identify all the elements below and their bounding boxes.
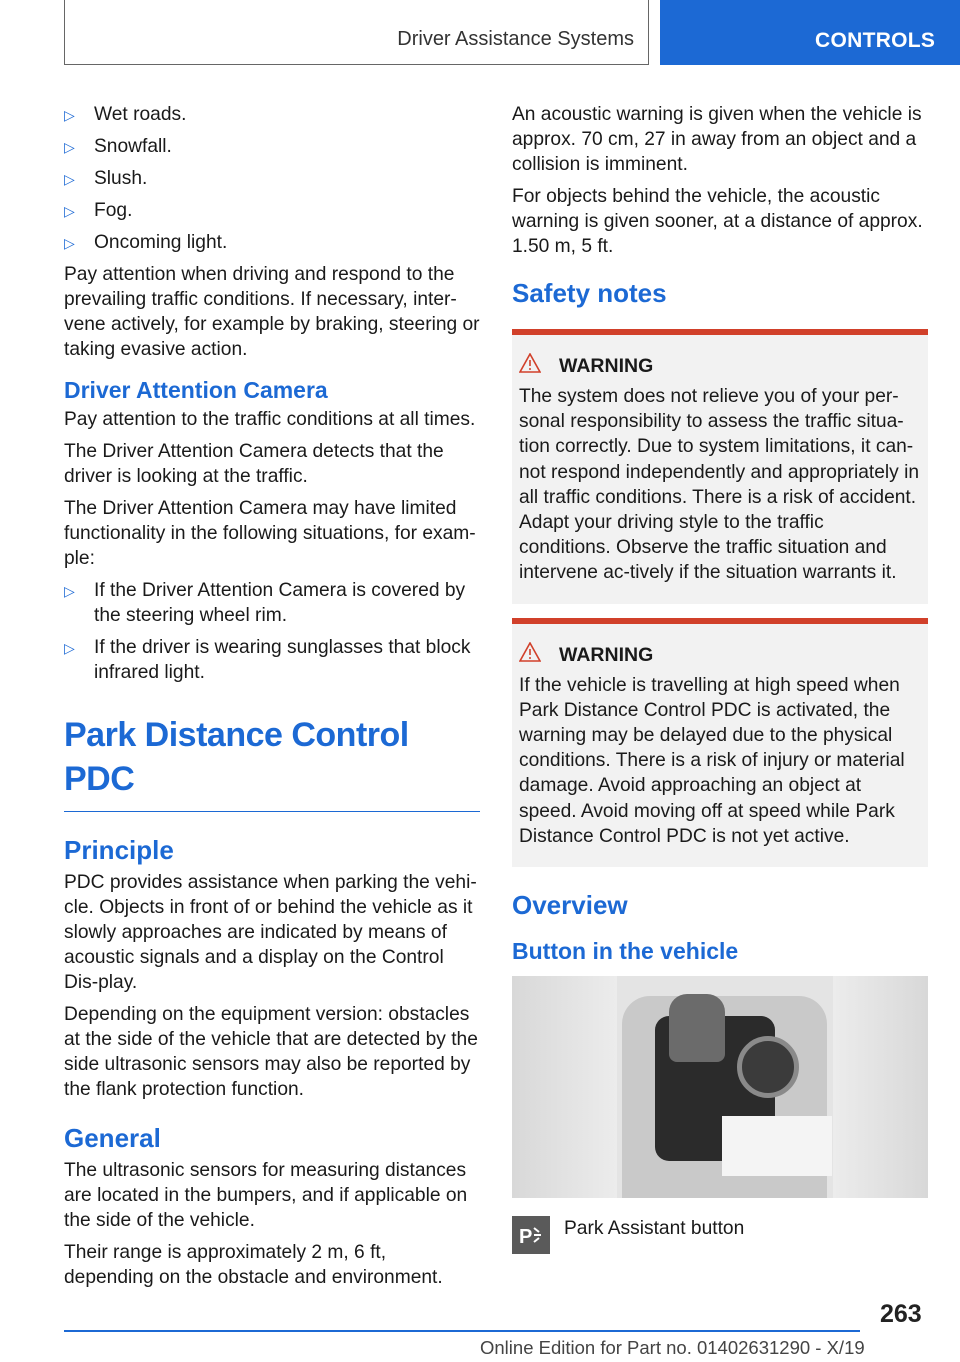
warning-triangle-icon	[519, 353, 559, 380]
list-item: ▷ If the driver is wearing sunglasses that block infrared light.	[64, 637, 471, 683]
warning-triangle-icon	[519, 642, 559, 669]
chapter-heading: Park Distance Control PDC	[64, 713, 480, 812]
warning-label: WARNING	[559, 643, 654, 666]
list-item: ▷ If the Driver Attention Camera is covered by the steering wheel rim.	[64, 580, 466, 626]
edition-text: Online Edition for Part no. 01402631290 - X/19	[480, 1337, 865, 1358]
list-item: ▷ Oncoming light.	[64, 230, 480, 255]
paragraph: The ultrasonic sensors for measuring distances are located in the bumpers, and if applicable on the side of the vehicle.	[64, 1160, 468, 1231]
footer-rule	[64, 1330, 860, 1332]
page-number: 263	[880, 1300, 922, 1328]
bullet-triangle-icon: ▷	[64, 235, 75, 251]
paragraph: Pay attention when driving and respond to the prevailing traffic conditions. If necessary, inter-vene actively, for example by braking, steering or taking evasive action.	[64, 264, 480, 360]
list-item: ▷ Snowfall.	[64, 134, 480, 159]
list-item: ▷ Fog.	[64, 198, 480, 223]
right-column	[512, 102, 928, 1254]
controller-knob-shape	[737, 1036, 799, 1098]
header-tab	[660, 0, 960, 65]
gear-selector-shape	[669, 994, 725, 1062]
svg-text:P: P	[519, 1226, 533, 1249]
section-heading: Safety notes	[512, 278, 667, 308]
center-console-photo	[512, 976, 928, 1198]
button-caption: Park Assistant button	[564, 1218, 745, 1240]
warning-box	[512, 618, 928, 867]
section-heading: Principle	[64, 835, 174, 865]
warning-label: WARNING	[559, 355, 654, 377]
header-section-title: Driver Assistance Systems	[397, 28, 634, 50]
header-tab-label: CONTROLS	[815, 29, 936, 52]
warning-text: If the vehicle is travelling at high speed when Park Distance Control PDC is activated, the warning may be delayed due to the physical conditions. There is a risk of injury or material damage. Avoid approaching an object at speed. Avoid moving off at speed while Park Distance Control PDC is not yet active.	[519, 674, 905, 847]
bullet-triangle-icon: ▷	[64, 203, 75, 219]
button-legend	[512, 1216, 928, 1254]
paragraph: Their range is approximately 2 m, 6 ft, depending on the obstacle and environment.	[64, 1242, 443, 1288]
warning-box	[512, 329, 928, 604]
header-section-box	[64, 0, 649, 65]
paragraph: An acoustic warning is given when the vehicle is approx. 70 cm, 27 in away from an object and a collision is imminent.	[512, 104, 922, 175]
paragraph: Pay attention to the traffic conditions at all times.	[64, 409, 476, 430]
park-assistant-icon	[512, 1216, 550, 1254]
bullet-triangle-icon: ▷	[64, 640, 75, 656]
section-heading: Driver Attention Camera	[64, 377, 328, 403]
paragraph: Depending on the equipment version: obstacles at the side of the vehicle that are detected by the side ultrasonic sensors may also be reported by the flank protection function.	[64, 1004, 478, 1100]
bullet-triangle-icon: ▷	[64, 139, 75, 155]
warning-text: The system does not relieve you of your per-sonal responsibility to assess the traffic situa-tion correctly. Due to system limitations, it can-not respond independently and appropriately in all traffic conditions. There is a risk of accident. Adapt your driving style to the traffic conditions. Observe the traffic situation and intervene ac-tively if the situation warrants it.	[519, 386, 920, 584]
bullet-triangle-icon: ▷	[64, 171, 75, 187]
list-item: ▷ Slush.	[64, 166, 480, 191]
list-item: ▷ Wet roads.	[64, 102, 480, 127]
paragraph: The Driver Attention Camera detects that the driver is looking at the traffic.	[64, 441, 444, 487]
section-heading: General	[64, 1123, 161, 1153]
section-heading: Overview	[512, 890, 628, 921]
paragraph: For objects behind the vehicle, the acoustic warning is given sooner, at a distance of approx. 1.50 m, 5 ft.	[512, 186, 923, 257]
paragraph: The Driver Attention Camera may have limited functionality in the following situations, for exam-ple:	[64, 498, 476, 569]
subsection-heading: Button in the vehicle	[512, 938, 739, 965]
paragraph: PDC provides assistance when parking the vehi-cle. Objects in front of or behind the vehicle as it slowly approaches are indicated by means of acoustic signals and a display on the Control Dis-play.	[64, 872, 477, 993]
bullet-triangle-icon: ▷	[64, 583, 75, 599]
left-column	[64, 102, 480, 1297]
bullet-triangle-icon: ▷	[64, 107, 75, 123]
